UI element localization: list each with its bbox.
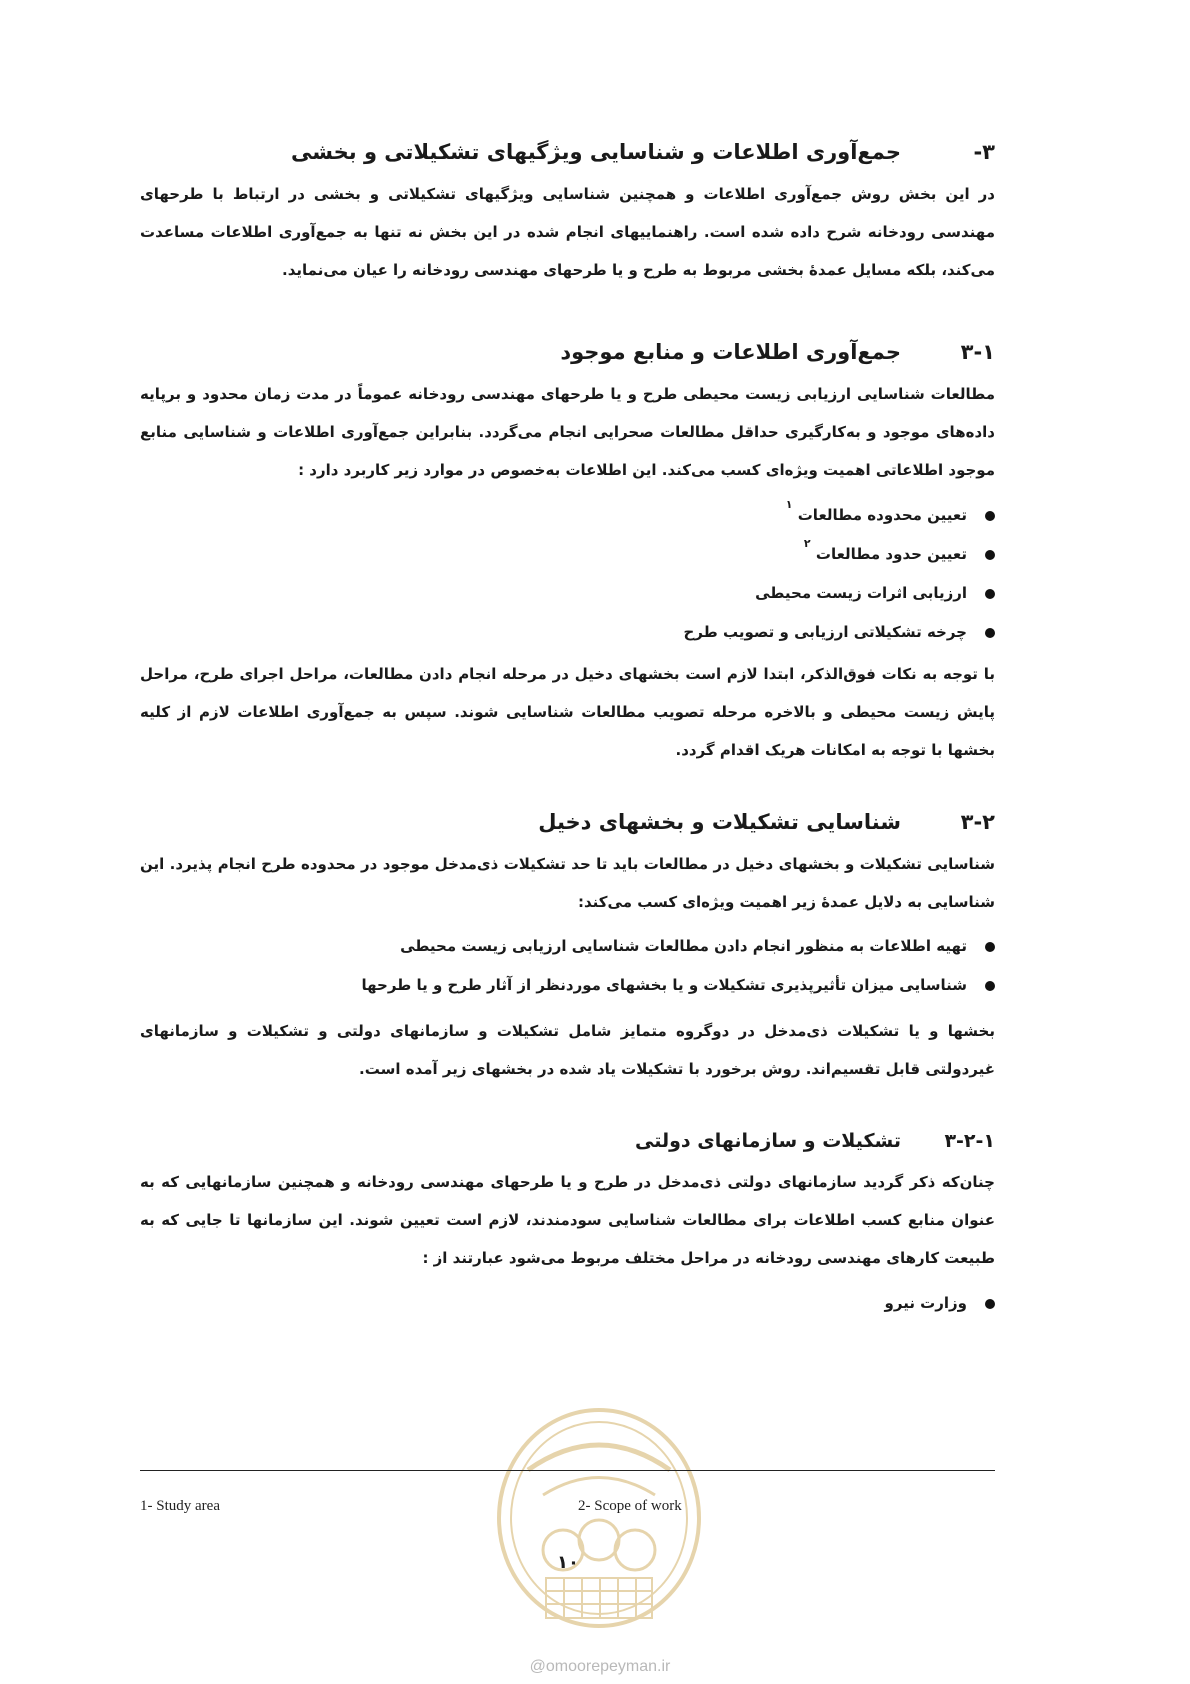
footnote-ref: ۱ xyxy=(785,498,793,511)
bullet-icon xyxy=(985,981,995,991)
section-3-2-1-number: ۳-۲-۱ xyxy=(944,1130,995,1152)
footnote-ref: ۲ xyxy=(803,537,811,550)
section-3-2-title: شناسایی تشکیلات و بخشهای دخیل xyxy=(538,810,901,834)
bullet-icon xyxy=(985,628,995,638)
section-3-1-heading xyxy=(195,340,995,364)
section-3-heading xyxy=(195,140,995,164)
bullet-icon xyxy=(985,511,995,521)
section-3-body: در این بخش روش جمع‌آوری اطلاعات و همچنین شناسایی ویژگیهای تشکیلاتی و بخشی در ارتباط با طرحهای مهندسی رودخانه شرح داده شده است. راهنماییهای انجام شده در این بخش نه تنها به جمع‌آوری اطلاعات مساعدت می‌کند، بلکه مسایل عمدهٔ بخشی مربوط به طرح و یا طرحهای مهندسی رودخانه را عیان می‌نماید. xyxy=(140,185,995,279)
list-item: ارزیابی اثرات زیست محیطی xyxy=(175,574,995,613)
section-3-2-heading xyxy=(195,810,995,834)
list-item: چرخه تشکیلاتی ارزیابی و تصویب طرح xyxy=(175,613,995,652)
bullet-icon xyxy=(985,1299,995,1309)
section-3-number: ۳- xyxy=(973,140,995,164)
bullet-icon xyxy=(985,942,995,952)
section-3-title: جمع‌آوری اطلاعات و شناسایی ویژگیهای تشکیلاتی و بخشی xyxy=(291,140,901,164)
footnote-divider xyxy=(140,1470,995,1471)
section-3-2-1-bullet-list xyxy=(175,1284,995,1323)
list-item: تعیین محدوده مطالعات $^۱$ xyxy=(175,496,995,535)
bullet-icon xyxy=(985,550,995,560)
section-3-1-body: مطالعات شناسایی ارزیابی زیست محیطی طرح و یا طرحهای مهندسی رودخانه عموماً در مدت زمان محدود و برپایه داده‌های موجود و به‌کارگیری حداقل مطالعات صحرایی انجام می‌گردد. بنابراین جمع‌آوری اطلاعات و شناسایی منابع موجود اطلاعاتی اهمیت ویژه‌ای کسب می‌کند. این اطلاعات به‌خصوص در موارد زیر کاربرد دارد : xyxy=(140,385,995,479)
list-item: تهیه اطلاعات به منظور انجام دادن مطالعات شناسایی ارزیابی زیست محیطی xyxy=(175,927,995,966)
section-3-1-conclusion: با توجه به نکات فوق‌الذکر، ابتدا لازم است بخشهای دخیل در مرحله انجام دادن مطالعات، مراحل اجرای طرح، مراحل پایش زیست محیطی و بالاخره مرحله تصویب مطالعات شناسایی شوند. سپس به جمع‌آوری اطلاعات لازم از کلیه بخشها با توجه به امکانات هریک اقدام گردد. xyxy=(140,665,995,759)
section-3-2-body: شناسایی تشکیلات و بخشهای دخیل در مطالعات باید تا حد تشکیلات ذی‌مدخل موجود در محدوده طرح انجام پذیرد. این شناسایی به دلایل عمدهٔ زیر اهمیت ویژه‌ای کسب می‌کند: xyxy=(140,855,995,911)
section-3-1-number: ۳-۱ xyxy=(960,340,995,364)
section-3-2-number: ۳-۲ xyxy=(960,810,995,834)
omoorepeyman-seal-icon xyxy=(488,1400,710,1642)
section-3-2-bullet-list xyxy=(175,927,995,1005)
bullet-icon xyxy=(985,589,995,599)
section-3-2-1-body: چنان‌که ذکر گردید سازمانهای دولتی ذی‌مدخل در طرح و یا طرحهای مهندسی رودخانه و همچنین سازمانهایی که به عنوان منابع کسب اطلاعات برای مطالعات شناسایی سودمندند، لازم است تعیین شوند. این سازمانها تا جایی که به طبیعت کارهای مهندسی رودخانه در مراحل مختلف مربوط می‌شود عبارتند از : xyxy=(140,1173,995,1267)
section-3-2-conclusion: بخشها و یا تشکیلات ذی‌مدخل در دوگروه متمایز شامل تشکیلات و سازمانهای دولتی و تشکیلات و سازمانهای غیردولتی قابل تقسیم‌اند. روش برخورد با تشکیلات یاد شده در بخشهای زیر آمده است. xyxy=(140,1022,995,1078)
page-number: ۱۰ xyxy=(557,1552,579,1573)
list-item: شناسایی میزان تأثیرپذیری تشکیلات و یا بخشهای موردنظر از آثار طرح و یا طرحها xyxy=(175,966,995,1005)
section-3-2-1-title: تشکیلات و سازمانهای دولتی xyxy=(635,1130,901,1152)
list-item: تعیین حدود مطالعات $^۲$ xyxy=(175,535,995,574)
footnote-1: 1- Study area xyxy=(140,1498,220,1514)
footnote-2: 2- Scope of work xyxy=(578,1498,682,1514)
section-3-1-bullet-list xyxy=(175,496,995,652)
section-3-1-title: جمع‌آوری اطلاعات و منابع موجود xyxy=(560,340,901,364)
watermark-site: @omoorepeyman.ir xyxy=(529,1658,671,1675)
list-item: وزارت نیرو xyxy=(175,1284,995,1323)
section-3-2-1-heading xyxy=(195,1130,995,1152)
